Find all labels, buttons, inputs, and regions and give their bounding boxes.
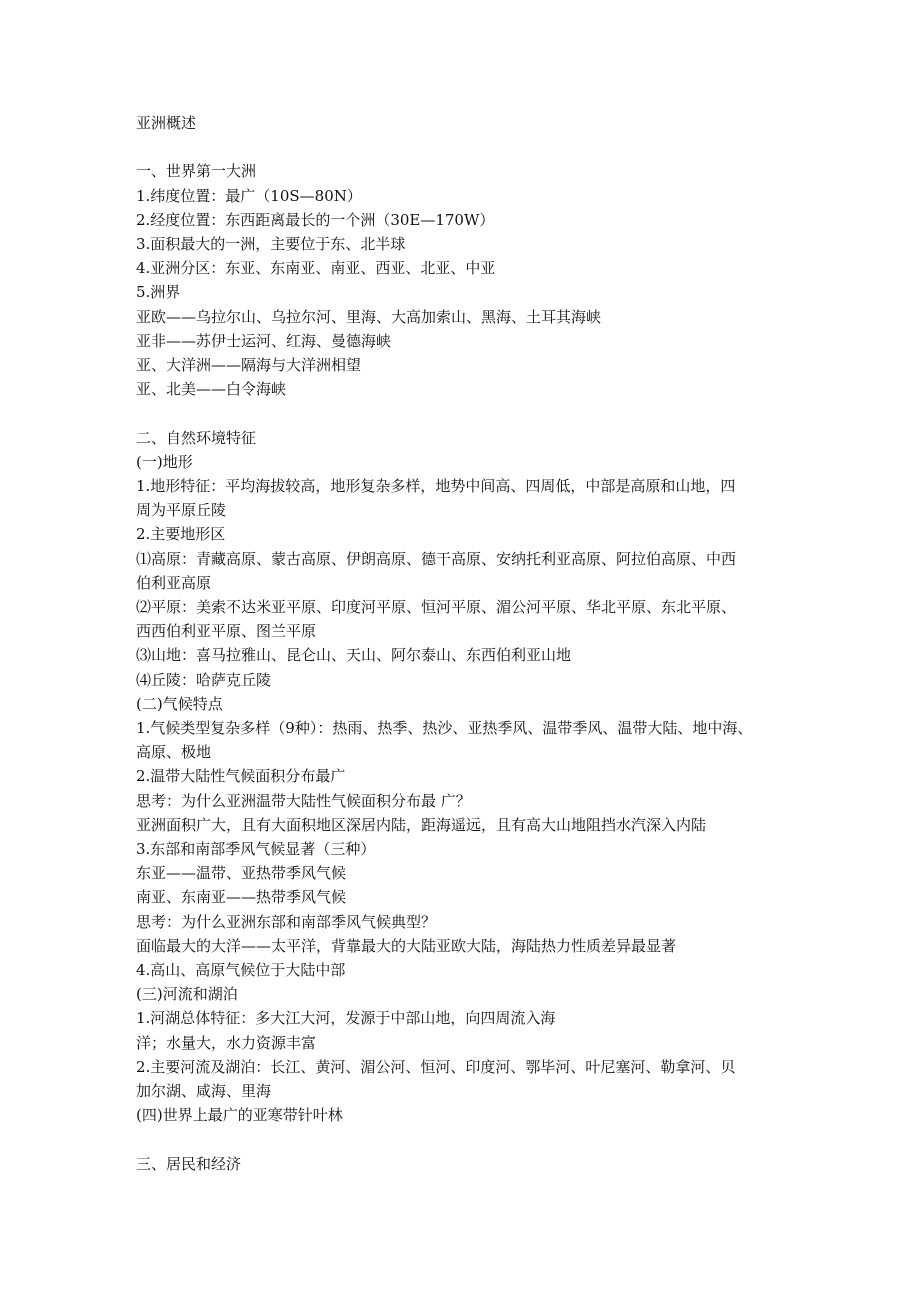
text-line: ⑴高原：青藏高原、蒙古高原、伊朗高原、德干高原、安纳托利亚高原、阿拉伯高原、中西 bbox=[136, 549, 737, 568]
text-line: 1.河湖总体特征：多大江大河，发源于中部山地，向四周流入海 bbox=[136, 1009, 556, 1028]
text-line: 思考：为什么亚洲东部和南部季风气候典型？ bbox=[136, 912, 437, 931]
text-line: 3.东部和南部季风气候显著（三种） bbox=[136, 840, 376, 859]
text-line: 1.气候类型复杂多样（9种）：热雨、热季、热沙、亚热季风、温带季风、温带大陆、地中海、 bbox=[136, 719, 753, 738]
text-line: 洋；水量大，水力资源丰富 bbox=[136, 1033, 317, 1052]
text-line: 3.面积最大的一洲，主要位于东、北半球 bbox=[136, 235, 406, 253]
text-line: 1.地形特征：平均海拔较高，地形复杂多样，地势中间高、四周低，中部是高原和山地，四 bbox=[136, 477, 736, 496]
text-line: 亚非——苏伊士运河、红海、曼德海峡 bbox=[136, 331, 392, 350]
text-line: ⑶山地：喜马拉雅山、昆仑山、天山、阿尔泰山、东西伯利亚山地 bbox=[136, 646, 572, 665]
section-heading: 三、居民和经济 bbox=[136, 1154, 242, 1173]
section-heading: 二、自然环境特征 bbox=[136, 428, 257, 447]
subsection-heading: (二)气候特点 bbox=[136, 694, 223, 713]
text-line: 2.主要河流及湖泊：长江、黄河、湄公河、恒河、印度河、鄂毕河、叶尼塞河、勒拿河、贝 bbox=[136, 1057, 736, 1076]
text-line: ⑵平原：美索不达米亚平原、印度河平原、恒河平原、湄公河平原、华北平原、东北平原、 bbox=[136, 598, 737, 617]
text-line: 加尔湖、咸海、里海 bbox=[136, 1082, 272, 1101]
document-body bbox=[136, 111, 796, 1176]
document-title: 亚洲概述 bbox=[136, 114, 197, 132]
text-line: 亚、北美——白令海峡 bbox=[136, 380, 287, 399]
text-line: 面临最大的大洋——太平洋，背靠最大的大陆亚欧大陆，海陆热力性质差异最显著 bbox=[136, 936, 677, 955]
subsection-heading: (三)河流和湖泊 bbox=[136, 985, 238, 1004]
text-line: 4.高山、高原气候位于大陆中部 bbox=[136, 961, 346, 980]
text-line: 西西伯利亚平原、图兰平原 bbox=[136, 622, 317, 641]
spacer bbox=[136, 135, 796, 159]
section-heading: 一、世界第一大洲 bbox=[136, 162, 257, 181]
text-line: 亚、大洋洲——隔海与大洋洲相望 bbox=[136, 356, 362, 375]
text-line: 周为平原丘陵 bbox=[136, 501, 227, 520]
text-line: 伯利亚高原 bbox=[136, 573, 212, 592]
subsection-heading: (一)地形 bbox=[136, 452, 193, 471]
text-line: 思考：为什么亚洲温带大陆性气候面积分布最 广？ bbox=[136, 791, 471, 810]
text-line: 亚欧——乌拉尔山、乌拉尔河、里海、大高加索山、黑海、土耳其海峡 bbox=[136, 307, 602, 326]
text-line: 高原、极地 bbox=[136, 743, 212, 762]
text-line: 2.温带大陆性气候面积分布最广 bbox=[136, 767, 346, 786]
spacer bbox=[136, 401, 796, 425]
text-line: ⑷丘陵：哈萨克丘陵 bbox=[136, 670, 272, 689]
text-line: 南亚、东南亚——热带季风气候 bbox=[136, 888, 347, 907]
text-line: 亚洲面积广大，且有大面积地区深居内陆，距海遥远，且有高大山地阻挡水汽深入内陆 bbox=[136, 815, 707, 834]
text-line: 1.纬度位置：最广（10S—80N） bbox=[136, 186, 362, 205]
text-line: 4.亚洲分区：东亚、东南亚、南亚、西亚、北亚、中亚 bbox=[136, 259, 496, 278]
text-line: 东亚——温带、亚热带季风气候 bbox=[136, 864, 347, 883]
text-line: 5.洲界 bbox=[136, 283, 181, 302]
spacer bbox=[136, 1128, 796, 1152]
text-line: 2.经度位置：东西距离最长的一个洲（30E—170W） bbox=[136, 210, 495, 229]
subsection-heading: (四)世界上最广的亚寒带针叶林 bbox=[136, 1106, 343, 1125]
text-line: 2.主要地形区 bbox=[136, 525, 226, 544]
